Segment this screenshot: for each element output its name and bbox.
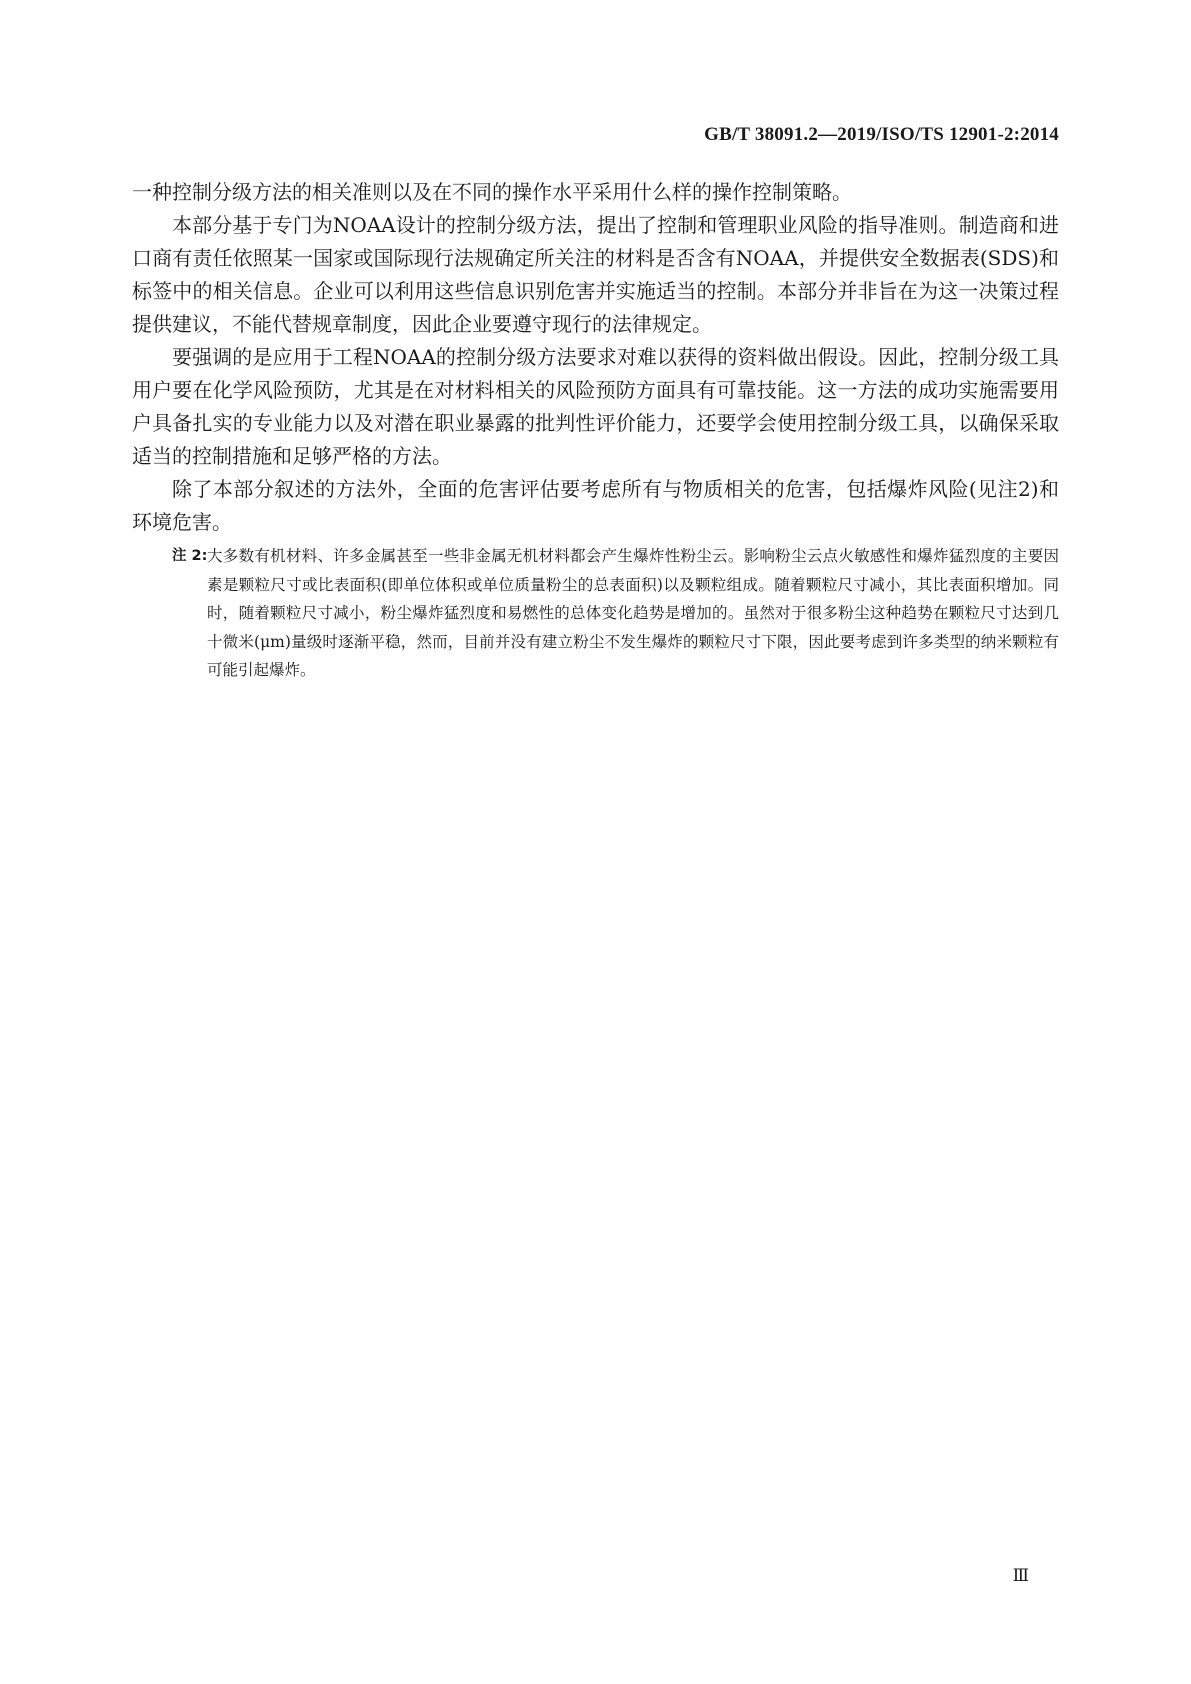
page-number: Ⅲ xyxy=(1012,1566,1029,1585)
body-content xyxy=(132,176,1059,685)
paragraph-3: 要强调的是应用于工程NOAA的控制分级方法要求对难以获得的资料做出假设。因此，控制分级工具用户要在化学风险预防，尤其是在对材料相关的风险预防方面具有可靠技能。这一方法的成功实施需要用户具备扎实的专业能力以及对潜在职业暴露的批判性评价能力，还要学会使用控制分级工具，以确保采取适当的控制措施和足够严格的方法。 xyxy=(132,345,1059,468)
note-text: 大多数有机材料、许多金属甚至一些非金属无机材料都会产生爆炸性粉尘云。影响粉尘云点火敏感性和爆炸猛烈度的主要因素是颗粒尺寸或比表面积(即单位体积或单位质量粉尘的总表面积)以及颗粒组成。随着颗粒尺寸减小，其比表面积增加。同时，随着颗粒尺寸减小，粉尘爆炸猛烈度和易燃性的总体变化趋势是增加的。虽然对于很多粉尘这种趋势在颗粒尺寸达到几十微米(μm)量级时逐渐平稳，然而，目前并没有建立粉尘不发生爆炸的颗粒尺寸下限，因此要考虑到许多类型的纳米颗粒有可能引起爆炸。 xyxy=(207,547,1059,679)
paragraph-4: 除了本部分叙述的方法外，全面的危害评估要考虑所有与物质相关的危害，包括爆炸风险(见注2)和环境危害。 xyxy=(132,477,1059,534)
standard-number-header: GB/T 38091.2—2019/ISO/TS 12901-2:2014 xyxy=(704,124,1059,145)
note-label: 注 2: xyxy=(172,548,208,564)
paragraph-2: 本部分基于专门为NOAA设计的控制分级方法，提出了控制和管理职业风险的指导准则。制造商和进口商有责任依照某一国家或国际现行法规确定所关注的材料是否含有NOAA，并提供安全数据表(SDS)和标签中的相关信息。企业可以利用这些信息识别危害并实施适当的控制。本部分并非旨在为这一决策过程提供建议，不能代替规章制度，因此企业要遵守现行的法律规定。 xyxy=(132,213,1059,336)
note-2 xyxy=(132,542,1059,685)
paragraph-1: 一种控制分级方法的相关准则以及在不同的操作水平采用什么样的操作控制策略。 xyxy=(132,180,852,204)
